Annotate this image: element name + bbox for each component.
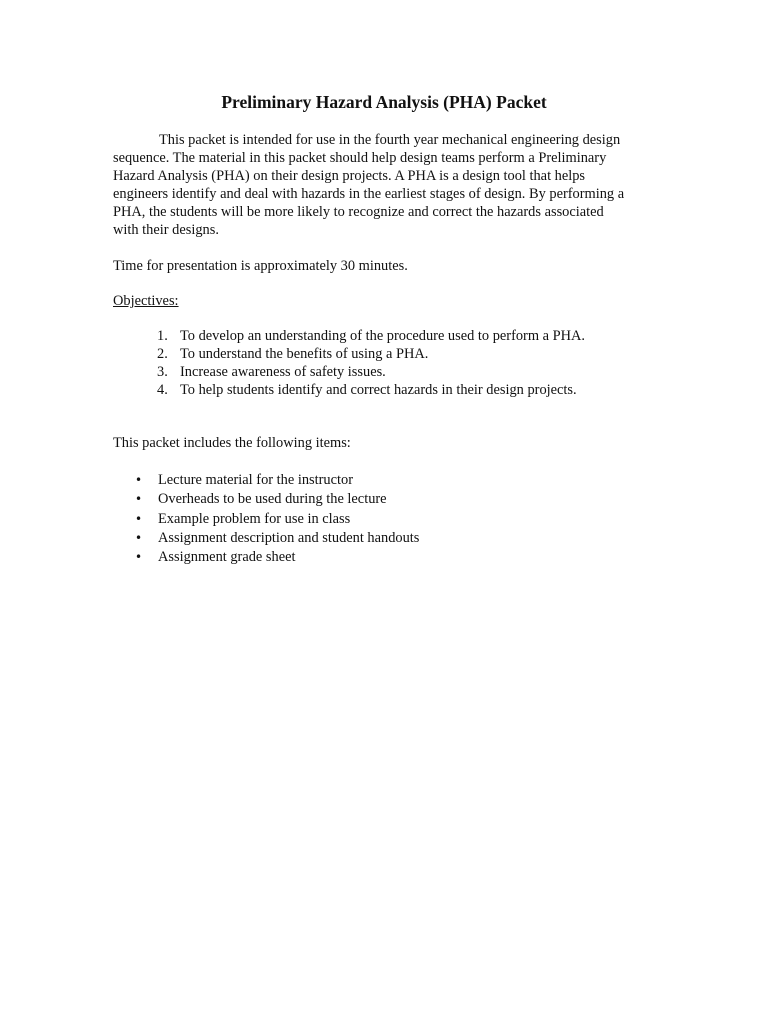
objective-number: 4. [157, 382, 168, 398]
packet-item [135, 471, 419, 490]
intro-line: This packet is intended for use in the fourth year mechanical engineering design [159, 132, 621, 148]
bullet-icon: • [135, 530, 143, 545]
objective-number: 3. [157, 364, 168, 380]
intro-line: engineers identify and deal with hazards in the earliest stages of design. By performing a [113, 186, 625, 202]
packet-item [135, 548, 419, 567]
packet-item [135, 490, 419, 509]
intro-line: PHA, the students will be more likely to recognize and correct the hazards associated [113, 204, 604, 220]
packet-items-list [135, 471, 419, 567]
packet-item [135, 510, 419, 529]
objective-item [157, 381, 585, 399]
objective-text: Increase awareness of safety issues. [180, 364, 386, 380]
objectives-list [157, 327, 585, 399]
objective-item [157, 327, 585, 345]
intro-line: with their designs. [113, 222, 219, 238]
objective-text: To understand the benefits of using a PHA. [180, 346, 429, 362]
objective-item [157, 363, 585, 381]
packet-item-text: Overheads to be used during the lecture [158, 491, 387, 508]
bullet-icon: • [135, 550, 143, 565]
objective-number: 1. [157, 328, 168, 344]
presentation-time-text: Time for presentation is approximately 30 minutes. [113, 258, 408, 274]
bullet-icon: • [135, 492, 143, 507]
intro-line: Hazard Analysis (PHA) on their design projects. A PHA is a design tool that helps [113, 168, 586, 184]
packet-item-text: Lecture material for the instructor [158, 472, 353, 488]
packet-item-text: Example problem for use in class [158, 510, 351, 527]
objective-text: To help students identify and correct hazards in their design projects. [180, 382, 577, 398]
objective-item [157, 345, 585, 363]
intro-paragraph [113, 131, 624, 239]
packet-item-text: Assignment grade sheet [158, 549, 296, 566]
items-intro-text: This packet includes the following items: [113, 435, 351, 451]
bullet-icon: • [135, 511, 143, 526]
intro-line: sequence. The material in this packet should help design teams perform a Preliminary [113, 150, 607, 166]
objective-number: 2. [157, 346, 168, 362]
bullet-icon: • [135, 473, 143, 487]
packet-item [135, 529, 419, 548]
objective-text: To develop an understanding of the procedure used to perform a PHA. [180, 328, 586, 344]
document-title: Preliminary Hazard Analysis (PHA) Packet [221, 92, 547, 112]
packet-item-text: Assignment description and student handouts [158, 529, 420, 546]
objectives-heading: Objectives: [113, 293, 179, 309]
